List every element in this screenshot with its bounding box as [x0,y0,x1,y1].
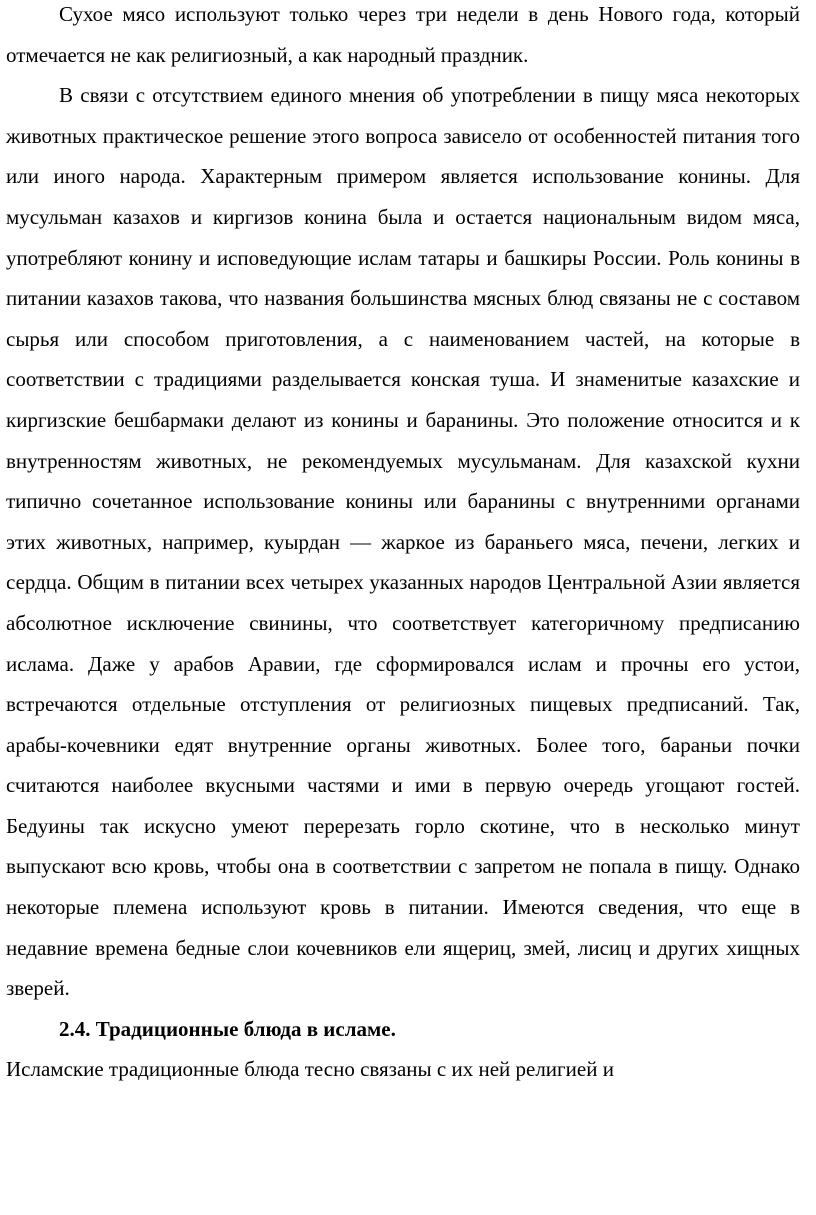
section-heading: 2.4. Традиционные блюда в исламе. [59,1016,396,1041]
paragraph-dry-meat: Сухое мясо используют только через три недели в день Нового года, который отмечается не как религиозный, а как народный праздник. [6,2,800,67]
paragraph-meat-consumption: В связи с отсутствием единого мнения об употреблении в пищу мяса некоторых животных практическое решение этого вопроса зависело от особенностей питания того или иного народа. Характерным примером является использование конины. Для мусульман казахов и киргизов конина была и остается национальным видом мяса, употребляют конину и исповедующие ислам татары и башкиры России. Роль конины в питании казахов такова, что названия большинства мясных блюд связаны не с составом сырья или способом приготовления, а с наименованием частей, на которые в соответствии с традициями разделывается конская туша. И знаменитые казахские и киргизские бешбармаки делают из конины и баранины. Это положение относится и к внутренностям животных, не рекомендуемых мусульманам. Для казахской кухни типично сочетанное использование конины или баранины с внутренними органами этих животных, например, куырдан — жаркое из бараньего мяса, печени, легких и сердца. Общим в питании всех четырех указанных народов Центральной Азии является абсолютное исключение свинины, что соответствует категоричному предписанию ислама. Даже у арабов Аравии, где сформировался ислам и прочны его устои, встречаются отдельные отступления от религиозных пищевых предписаний. Так, арабы-кочевники едят внутренние органы животных. Более того, бараньи почки считаются наиболее вкусными частями и ими в первую очередь угощают гостей. Бедуины так искусно умеют перерезать горло скотине, что в несколько минут выпускают всю кровь, чтобы она в соответствии с запретом не попала в пищу. Однако некоторые племена используют кровь в питании. Имеются сведения, что еще в недавние времена бедные слои кочевников ели ящериц, змей, лисиц и других хищных зверей. [6,83,800,1001]
paragraph-closing-line: Исламские традиционные блюда тесно связаны с их ней религией и [6,1057,614,1082]
